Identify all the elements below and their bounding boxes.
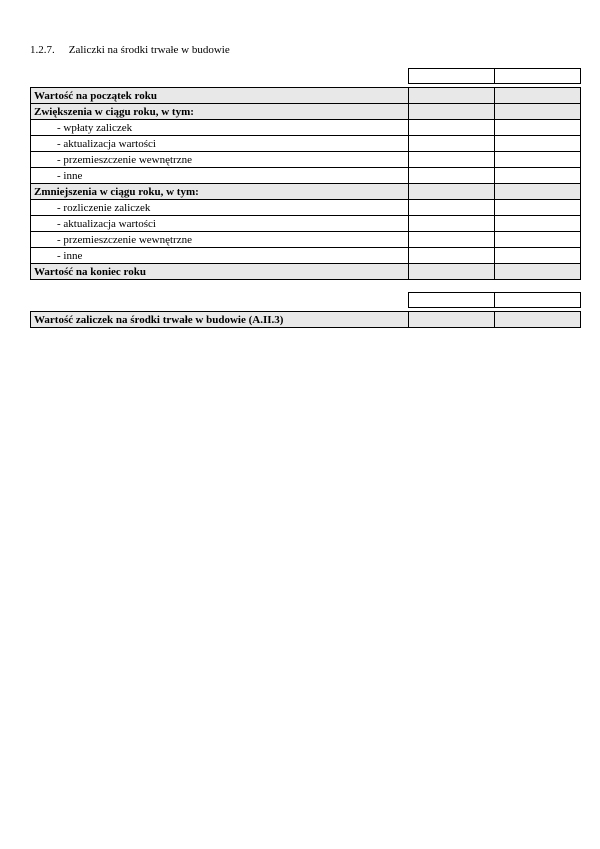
- row-value-cell: [409, 216, 495, 232]
- row-value-cell: [409, 264, 495, 280]
- table-gap: [30, 280, 580, 292]
- table-row: [31, 136, 581, 152]
- row-label: - rozliczenie zaliczek: [31, 200, 409, 216]
- table2: [30, 311, 581, 328]
- row-value-cell: [495, 88, 581, 104]
- table1-header-cell-2: [494, 69, 580, 84]
- row-value-cell: [495, 104, 581, 120]
- row-label: - inne: [31, 168, 409, 184]
- table-row: [31, 216, 581, 232]
- table2-header-cell-2: [494, 293, 580, 308]
- table1: [30, 87, 581, 280]
- row-value-cell: [409, 152, 495, 168]
- table1-header-row: [30, 69, 580, 84]
- row-label: - wpłaty zaliczek: [31, 120, 409, 136]
- row-label: - przemieszczenie wewnętrzne: [31, 152, 409, 168]
- row-value-cell: [409, 88, 495, 104]
- section-number: 1.2.7.: [30, 44, 55, 56]
- table-row: [31, 168, 581, 184]
- table-row: [31, 200, 581, 216]
- row-label: Wartość na koniec roku: [31, 264, 409, 280]
- section-name: Zaliczki na środki trwałe w budowie: [68, 44, 230, 56]
- header-spacer: [30, 69, 408, 84]
- row-value-cell: [409, 104, 495, 120]
- row-value-cell: [495, 264, 581, 280]
- row-value-cell: [495, 136, 581, 152]
- row-value-cell: [495, 200, 581, 216]
- table1-header: [30, 68, 581, 84]
- row-value-cell: [409, 136, 495, 152]
- table-row: [31, 104, 581, 120]
- table1-header-cell-1: [408, 69, 494, 84]
- row-value-cell: [495, 120, 581, 136]
- table2-header-row: [30, 293, 580, 308]
- row-value-cell: [409, 168, 495, 184]
- table-row: [31, 264, 581, 280]
- table-row: [31, 312, 581, 328]
- row-value-cell: [495, 168, 581, 184]
- row-label: - inne: [31, 248, 409, 264]
- table-row: [31, 152, 581, 168]
- row-value-cell: [409, 200, 495, 216]
- row-value-cell: [409, 248, 495, 264]
- row-label: - aktualizacja wartości: [31, 216, 409, 232]
- row-label: - przemieszczenie wewnętrzne: [31, 232, 409, 248]
- section-title: [30, 44, 580, 56]
- row-value-cell: [409, 312, 495, 328]
- row-label: Wartość zaliczek na środki trwałe w budowie (A.II.3): [31, 312, 409, 328]
- table-row: [31, 232, 581, 248]
- row-value-cell: [409, 184, 495, 200]
- table-row: [31, 248, 581, 264]
- row-value-cell: [409, 232, 495, 248]
- row-value-cell: [495, 152, 581, 168]
- row-value-cell: [495, 232, 581, 248]
- row-value-cell: [409, 120, 495, 136]
- table-row: [31, 184, 581, 200]
- table-row: [31, 120, 581, 136]
- header-spacer: [30, 293, 408, 308]
- row-label: Wartość na początek roku: [31, 88, 409, 104]
- table-row: [31, 88, 581, 104]
- row-label: Zwiększenia w ciągu roku, w tym:: [31, 104, 409, 120]
- table2-header: [30, 292, 581, 308]
- row-value-cell: [495, 312, 581, 328]
- row-value-cell: [495, 248, 581, 264]
- table2-header-cell-1: [408, 293, 494, 308]
- row-value-cell: [495, 184, 581, 200]
- row-value-cell: [495, 216, 581, 232]
- row-label: - aktualizacja wartości: [31, 136, 409, 152]
- row-label: Zmniejszenia w ciągu roku, w tym:: [31, 184, 409, 200]
